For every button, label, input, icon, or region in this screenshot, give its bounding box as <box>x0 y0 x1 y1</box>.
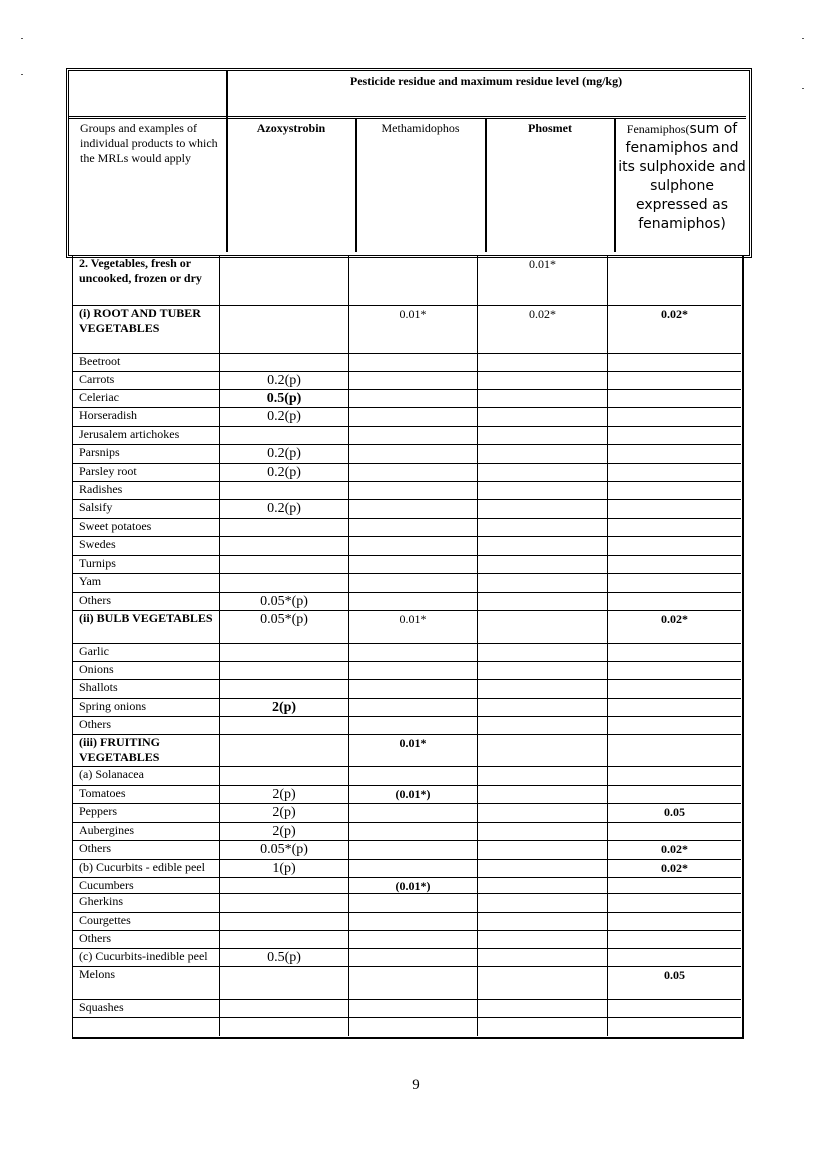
header-col-phosmet: Phosmet <box>528 121 572 135</box>
azoxystrobin-value: 2(p) <box>272 805 296 820</box>
methamidophos-value: 0.01* <box>399 736 427 750</box>
product-label: Others <box>79 593 111 607</box>
product-label: Shallots <box>79 680 118 694</box>
phosmet-value: 0.01* <box>529 257 556 271</box>
header-divider <box>485 118 487 252</box>
product-label: (ii) BULB VEGETABLES <box>79 611 213 625</box>
product-label: Others <box>79 717 111 731</box>
product-label: (i) ROOT AND TUBER VEGETABLES <box>79 306 201 335</box>
fenamiphos-value: 0.02* <box>661 612 688 626</box>
header-group-title: Pesticide residue and maximum residue level (mg/kg) <box>349 74 623 88</box>
product-label: Beetroot <box>79 354 121 368</box>
product-label: Yam <box>79 574 102 588</box>
product-label: Parsnips <box>79 445 120 459</box>
product-label: Sweet potatoes <box>79 519 152 533</box>
product-label: Peppers <box>79 804 117 818</box>
product-label: Courgettes <box>79 913 131 927</box>
product-label: Turnips <box>79 556 116 570</box>
product-label: Carrots <box>79 372 115 386</box>
methamidophos-value: (0.01*) <box>395 879 431 893</box>
azoxystrobin-value: 0.5(p) <box>266 391 302 406</box>
product-label: Spring onions <box>79 699 147 713</box>
product-label: (iii) FRUITING VEGETABLES <box>79 735 160 764</box>
scan-speck <box>21 38 23 39</box>
product-label: Tomatoes <box>79 786 126 800</box>
fenamiphos-value: 0.05 <box>664 968 685 982</box>
azoxystrobin-value: 0.2(p) <box>267 501 301 516</box>
product-label: Parsley root <box>79 464 137 478</box>
row-line <box>73 1017 741 1018</box>
product-label: Salsify <box>79 500 113 514</box>
product-label: (b) Cucurbits - edible peel <box>79 860 205 874</box>
product-label: Cucumbers <box>79 878 134 892</box>
header-rule <box>68 116 746 119</box>
azoxystrobin-value: 2(p) <box>271 700 297 715</box>
azoxystrobin-value: 0.5(p) <box>267 950 301 965</box>
header-divider <box>614 118 616 252</box>
azoxystrobin-value: 0.2(p) <box>267 409 301 424</box>
product-label: Garlic <box>79 644 109 658</box>
azoxystrobin-value: 0.05*(p) <box>260 612 308 627</box>
scan-speck <box>21 74 23 75</box>
header-col-fenamiphos-head: Fenamiphos( <box>626 122 690 136</box>
header-divider <box>226 70 228 252</box>
header-col-fenamiphos <box>618 120 746 234</box>
phosmet-value: 0.02* <box>529 307 556 321</box>
azoxystrobin-value: 0.2(p) <box>267 373 301 388</box>
product-label: Jerusalem artichokes <box>79 427 180 441</box>
column-line <box>348 255 349 1036</box>
fenamiphos-value: 0.02* <box>661 861 688 875</box>
product-label: Celeriac <box>79 390 119 404</box>
product-label: 2. Vegetables, fresh or uncooked, frozen or dry <box>79 256 202 285</box>
fenamiphos-value: 0.02* <box>661 307 688 321</box>
azoxystrobin-value: 1(p) <box>272 861 296 876</box>
scan-speck <box>802 38 804 39</box>
product-label: (a) Solanacea <box>79 767 144 781</box>
product-label: Others <box>79 841 111 855</box>
product-label: Melons <box>79 967 115 981</box>
page-number: 9 <box>412 1077 420 1093</box>
product-label: Aubergines <box>79 823 135 837</box>
scan-speck <box>802 88 804 89</box>
product-label: Horseradish <box>79 408 137 422</box>
product-label: Squashes <box>79 1000 124 1014</box>
header-col-fenamiphos-rest: sum of fenamiphos and its sulphoxide and sulphone expressed as fenamiphos) <box>618 121 746 232</box>
header-col-methamidophos: Methamidophos <box>381 121 460 135</box>
methamidophos-value: 0.01* <box>399 307 427 321</box>
header-col-azoxystrobin: Azoxystrobin <box>256 121 326 135</box>
azoxystrobin-value: 0.2(p) <box>267 465 301 480</box>
azoxystrobin-value: 0.05*(p) <box>260 594 308 609</box>
header-divider <box>355 118 357 252</box>
fenamiphos-value: 0.02* <box>661 842 688 856</box>
azoxystrobin-value: 0.2(p) <box>267 446 301 461</box>
product-label: Gherkins <box>79 894 123 908</box>
column-line <box>477 255 478 1036</box>
product-label: Onions <box>79 662 114 676</box>
product-label: Others <box>79 931 111 945</box>
azoxystrobin-value: 2(p) <box>272 824 296 839</box>
azoxystrobin-value: 2(p) <box>272 787 296 802</box>
product-label: Radishes <box>79 482 123 496</box>
methamidophos-value: (0.01*) <box>395 787 431 801</box>
methamidophos-value: 0.01* <box>399 612 427 626</box>
header-col-groups: Groups and examples of individual products to which the MRLs would apply <box>80 121 218 165</box>
fenamiphos-value: 0.05 <box>664 805 685 819</box>
column-line <box>607 255 608 1036</box>
product-label: Swedes <box>79 537 116 551</box>
azoxystrobin-value: 0.05*(p) <box>260 842 308 857</box>
product-label: (c) Cucurbits-inedible peel <box>79 949 208 963</box>
